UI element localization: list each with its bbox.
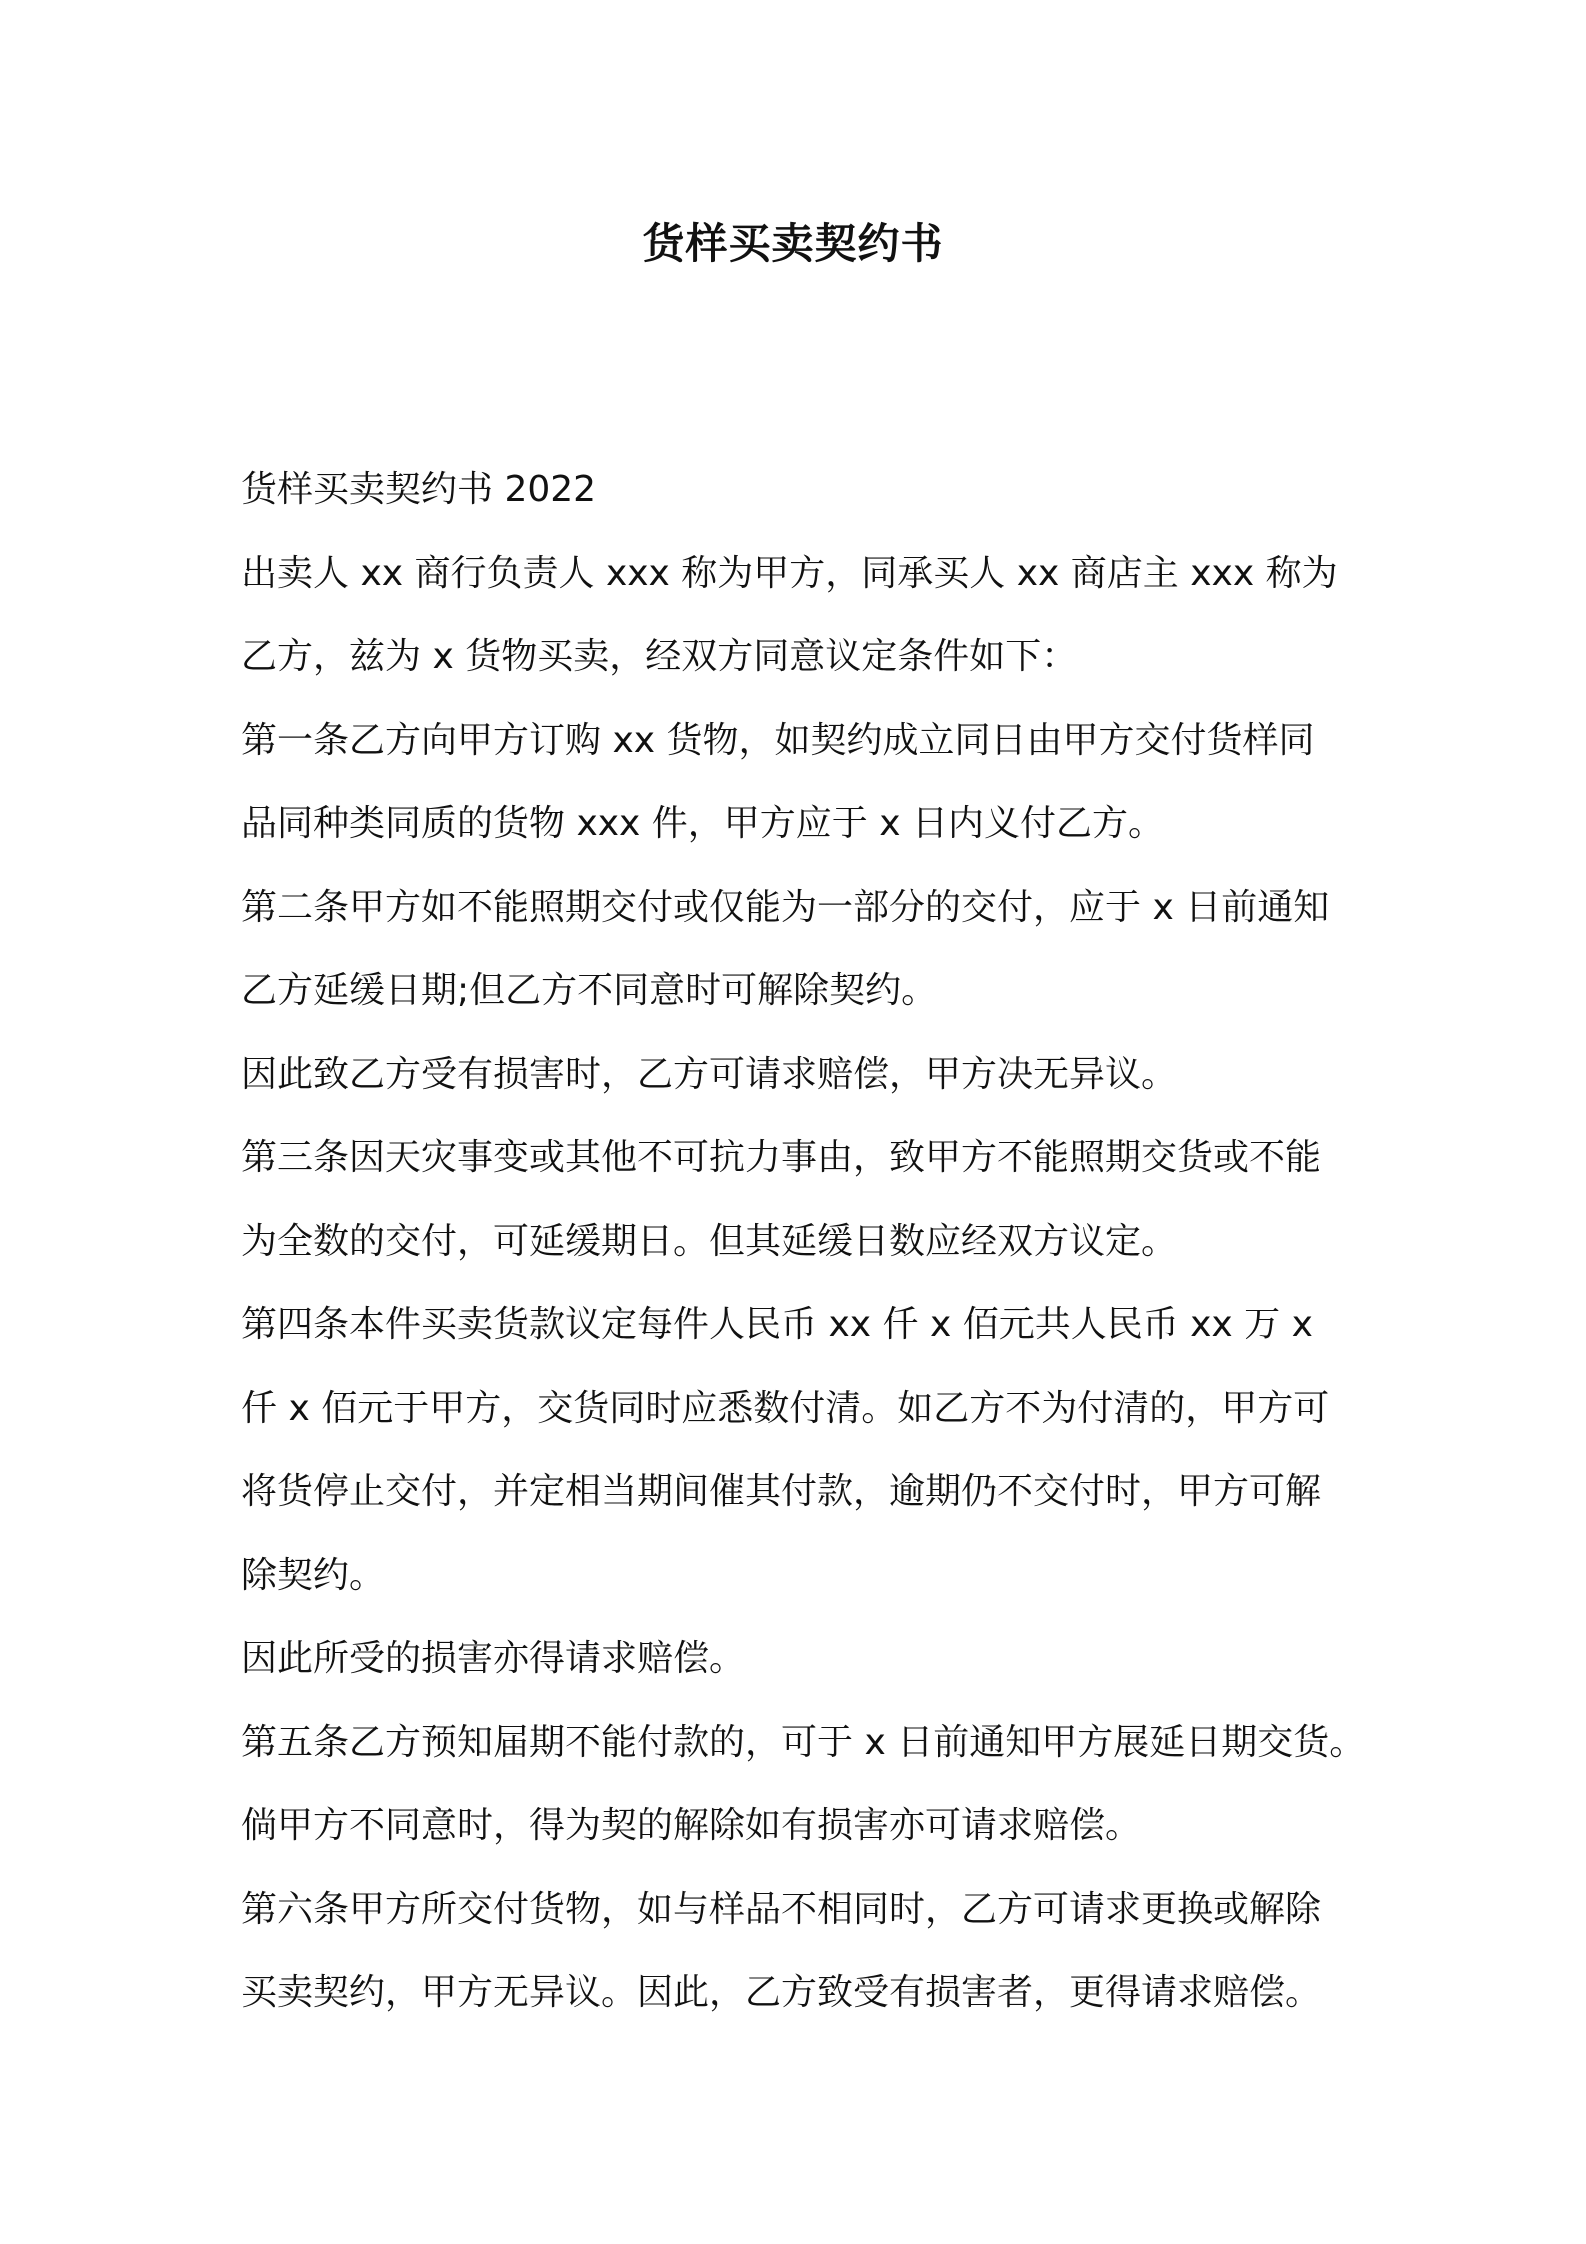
body-line: 将货停止交付，并定相当期间催其付款，逾期仍不交付时，甲方可解 <box>241 1471 1322 1512</box>
body-line: 除契约。 <box>241 1554 386 1596</box>
body-line-article-1: 第一条乙方向甲方订购 xx 货物，如契约成立同日由甲方交付货样同 <box>241 719 1315 761</box>
body-line-article-6: 第六条甲方所交付货物，如与样品不相同时，乙方可请求更换或解除 <box>241 1888 1322 1930</box>
body-line-article-2: 第二条甲方如不能照期交付或仅能为一部分的交付，应于 x 日前通知 <box>241 886 1330 928</box>
body-line-subtitle: 货样买卖契约书 2022 <box>241 469 597 510</box>
body-line: 仟 x 佰元于甲方，交货同时应悉数付清。如乙方不为付清的，甲方可 <box>241 1387 1330 1429</box>
body-line: 因此致乙方受有损害时，乙方可请求赔偿，甲方决无异议。 <box>241 1053 1178 1095</box>
body-line-article-4: 第四条本件买卖货款议定每件人民币 xx 仟 x 佰元共人民币 xx 万 x <box>241 1304 1313 1345</box>
body-line: 因此所受的损害亦得请求赔偿。 <box>241 1638 746 1679</box>
document-title: 货样买卖契约书 <box>642 219 944 268</box>
body-line-article-5: 第五条乙方预知届期不能付款的，可于 x 日前通知甲方展延日期交货。 <box>241 1721 1366 1763</box>
document-body <box>241 448 1371 2035</box>
body-line: 乙方，兹为 x 货物买卖，经双方同意议定条件如下： <box>241 636 1078 677</box>
body-line: 品同种类同质的货物 xxx 件，甲方应于 x 日内义付乙方。 <box>241 803 1164 844</box>
body-line: 出卖人 xx 商行负责人 xxx 称为甲方，同承买人 xx 商店主 xxx 称为 <box>241 552 1338 594</box>
body-line: 为全数的交付，可延缓期日。但其延缓日数应经双方议定。 <box>241 1220 1178 1262</box>
body-line: 倘甲方不同意时，得为契的解除如有损害亦可请求赔偿。 <box>241 1805 1142 1846</box>
body-line: 买卖契约，甲方无异议。因此，乙方致受有损害者，更得请求赔偿。 <box>241 1972 1322 2013</box>
body-line: 乙方延缓日期;但乙方不同意时可解除契约。 <box>241 970 938 1011</box>
body-line-article-3: 第三条因天灾事变或其他不可抗力事由，致甲方不能照期交货或不能 <box>241 1137 1322 1178</box>
